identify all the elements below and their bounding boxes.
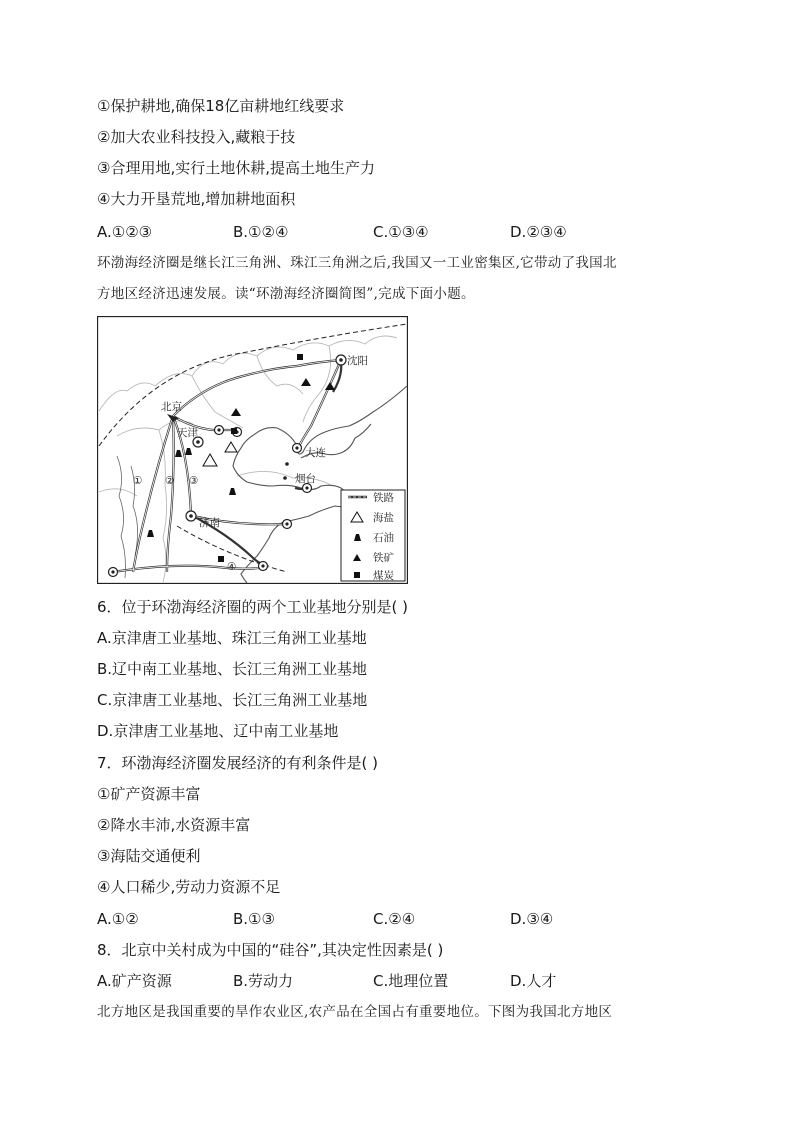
q5-option-1: ①保护耕地,确保18亿亩耕地红线要求 <box>97 97 345 115</box>
coal-symbol <box>297 354 303 360</box>
q6-choice-d[interactable]: D.京津唐工业基地、辽中南工业基地 <box>97 722 339 740</box>
coal-symbol <box>231 428 237 434</box>
q8-choice-a[interactable]: A.矿产资源 <box>97 972 172 990</box>
railway-number-4: ④ <box>227 561 237 573</box>
map-legend <box>341 490 405 582</box>
railway-number-2: ② <box>165 475 175 487</box>
q5-option-2: ②加大农业科技投入,藏粮于技 <box>97 128 296 146</box>
q6-choice-c[interactable]: C.京津唐工业基地、长江三角洲工业基地 <box>97 691 368 709</box>
q5-choice-c[interactable]: C.①③④ <box>373 223 429 241</box>
legend-oil-label: 石油 <box>373 532 394 544</box>
legend-coal-icon <box>354 572 360 578</box>
q7-item-3: ③海陆交通便利 <box>97 847 201 865</box>
legend-railway-label: 铁路 <box>373 492 394 504</box>
legend-coal-label: 煤炭 <box>373 570 394 582</box>
q8-choice-d[interactable]: D.人才 <box>510 972 557 990</box>
passage-line-1: 环渤海经济圈是继长江三角洲、珠江三角洲之后,我国又一工业密集区,它带动了我国北 <box>97 255 617 271</box>
bohai-economic-circle-map <box>97 316 408 584</box>
legend-sea-salt-label: 海盐 <box>373 512 394 524</box>
q8-choice-c[interactable]: C.地理位置 <box>373 972 449 990</box>
q7-choice-b[interactable]: B.①③ <box>233 910 275 928</box>
q5-choice-d[interactable]: D.②③④ <box>510 223 567 241</box>
q5-choice-a[interactable]: A.①②③ <box>97 223 153 241</box>
q7-choice-c[interactable]: C.②④ <box>373 910 416 928</box>
railway-number-1: ① <box>133 475 143 487</box>
label-tianjin: 天津 <box>177 427 198 439</box>
passage-line-2: 方地区经济迅速发展。读“环渤海经济圈简图”,完成下面小题。 <box>97 286 475 302</box>
q8-choice-b[interactable]: B.劳动力 <box>233 972 294 990</box>
q7-item-4: ④人口稀少,劳动力资源不足 <box>97 878 281 896</box>
q5-choice-b[interactable]: B.①②④ <box>233 223 289 241</box>
label-dalian: 大连 <box>305 447 326 459</box>
q7-choice-d[interactable]: D.③④ <box>510 910 554 928</box>
label-yantai: 烟台 <box>295 473 316 485</box>
island-dot <box>283 476 287 480</box>
q6-choice-b[interactable]: B.辽中南工业基地、长江三角洲工业基地 <box>97 660 368 678</box>
q6-stem: 6．位于环渤海经济圈的两个工业基地分别是( ) <box>97 598 409 616</box>
coal-symbol <box>218 556 224 562</box>
q7-item-2: ②降水丰沛,水资源丰富 <box>97 816 251 834</box>
label-beijing: 北京 <box>161 401 182 413</box>
passage2-line-1: 北方地区是我国重要的旱作农业区,农产品在全国占有重要地位。下图为我国北方地区 <box>97 1004 613 1020</box>
q7-item-1: ①矿产资源丰富 <box>97 785 201 803</box>
q7-stem: 7．环渤海经济圈发展经济的有利条件是( ) <box>97 754 379 772</box>
railway-number-3: ③ <box>189 475 199 487</box>
q8-stem: 8．北京中关村成为中国的“硅谷”,其决定性因素是( ) <box>97 941 444 959</box>
q6-choice-a[interactable]: A.京津唐工业基地、珠江三角洲工业基地 <box>97 629 367 647</box>
label-shenyang: 沈阳 <box>347 355 368 367</box>
island-dot <box>285 462 289 466</box>
q7-choice-a[interactable]: A.①② <box>97 910 139 928</box>
q5-option-4: ④大力开垦荒地,增加耕地面积 <box>97 190 296 208</box>
label-jinan: 济南 <box>199 517 220 529</box>
legend-iron-label: 铁矿 <box>373 552 394 564</box>
q5-option-3: ③合理用地,实行土地休耕,提高土地生产力 <box>97 159 375 177</box>
